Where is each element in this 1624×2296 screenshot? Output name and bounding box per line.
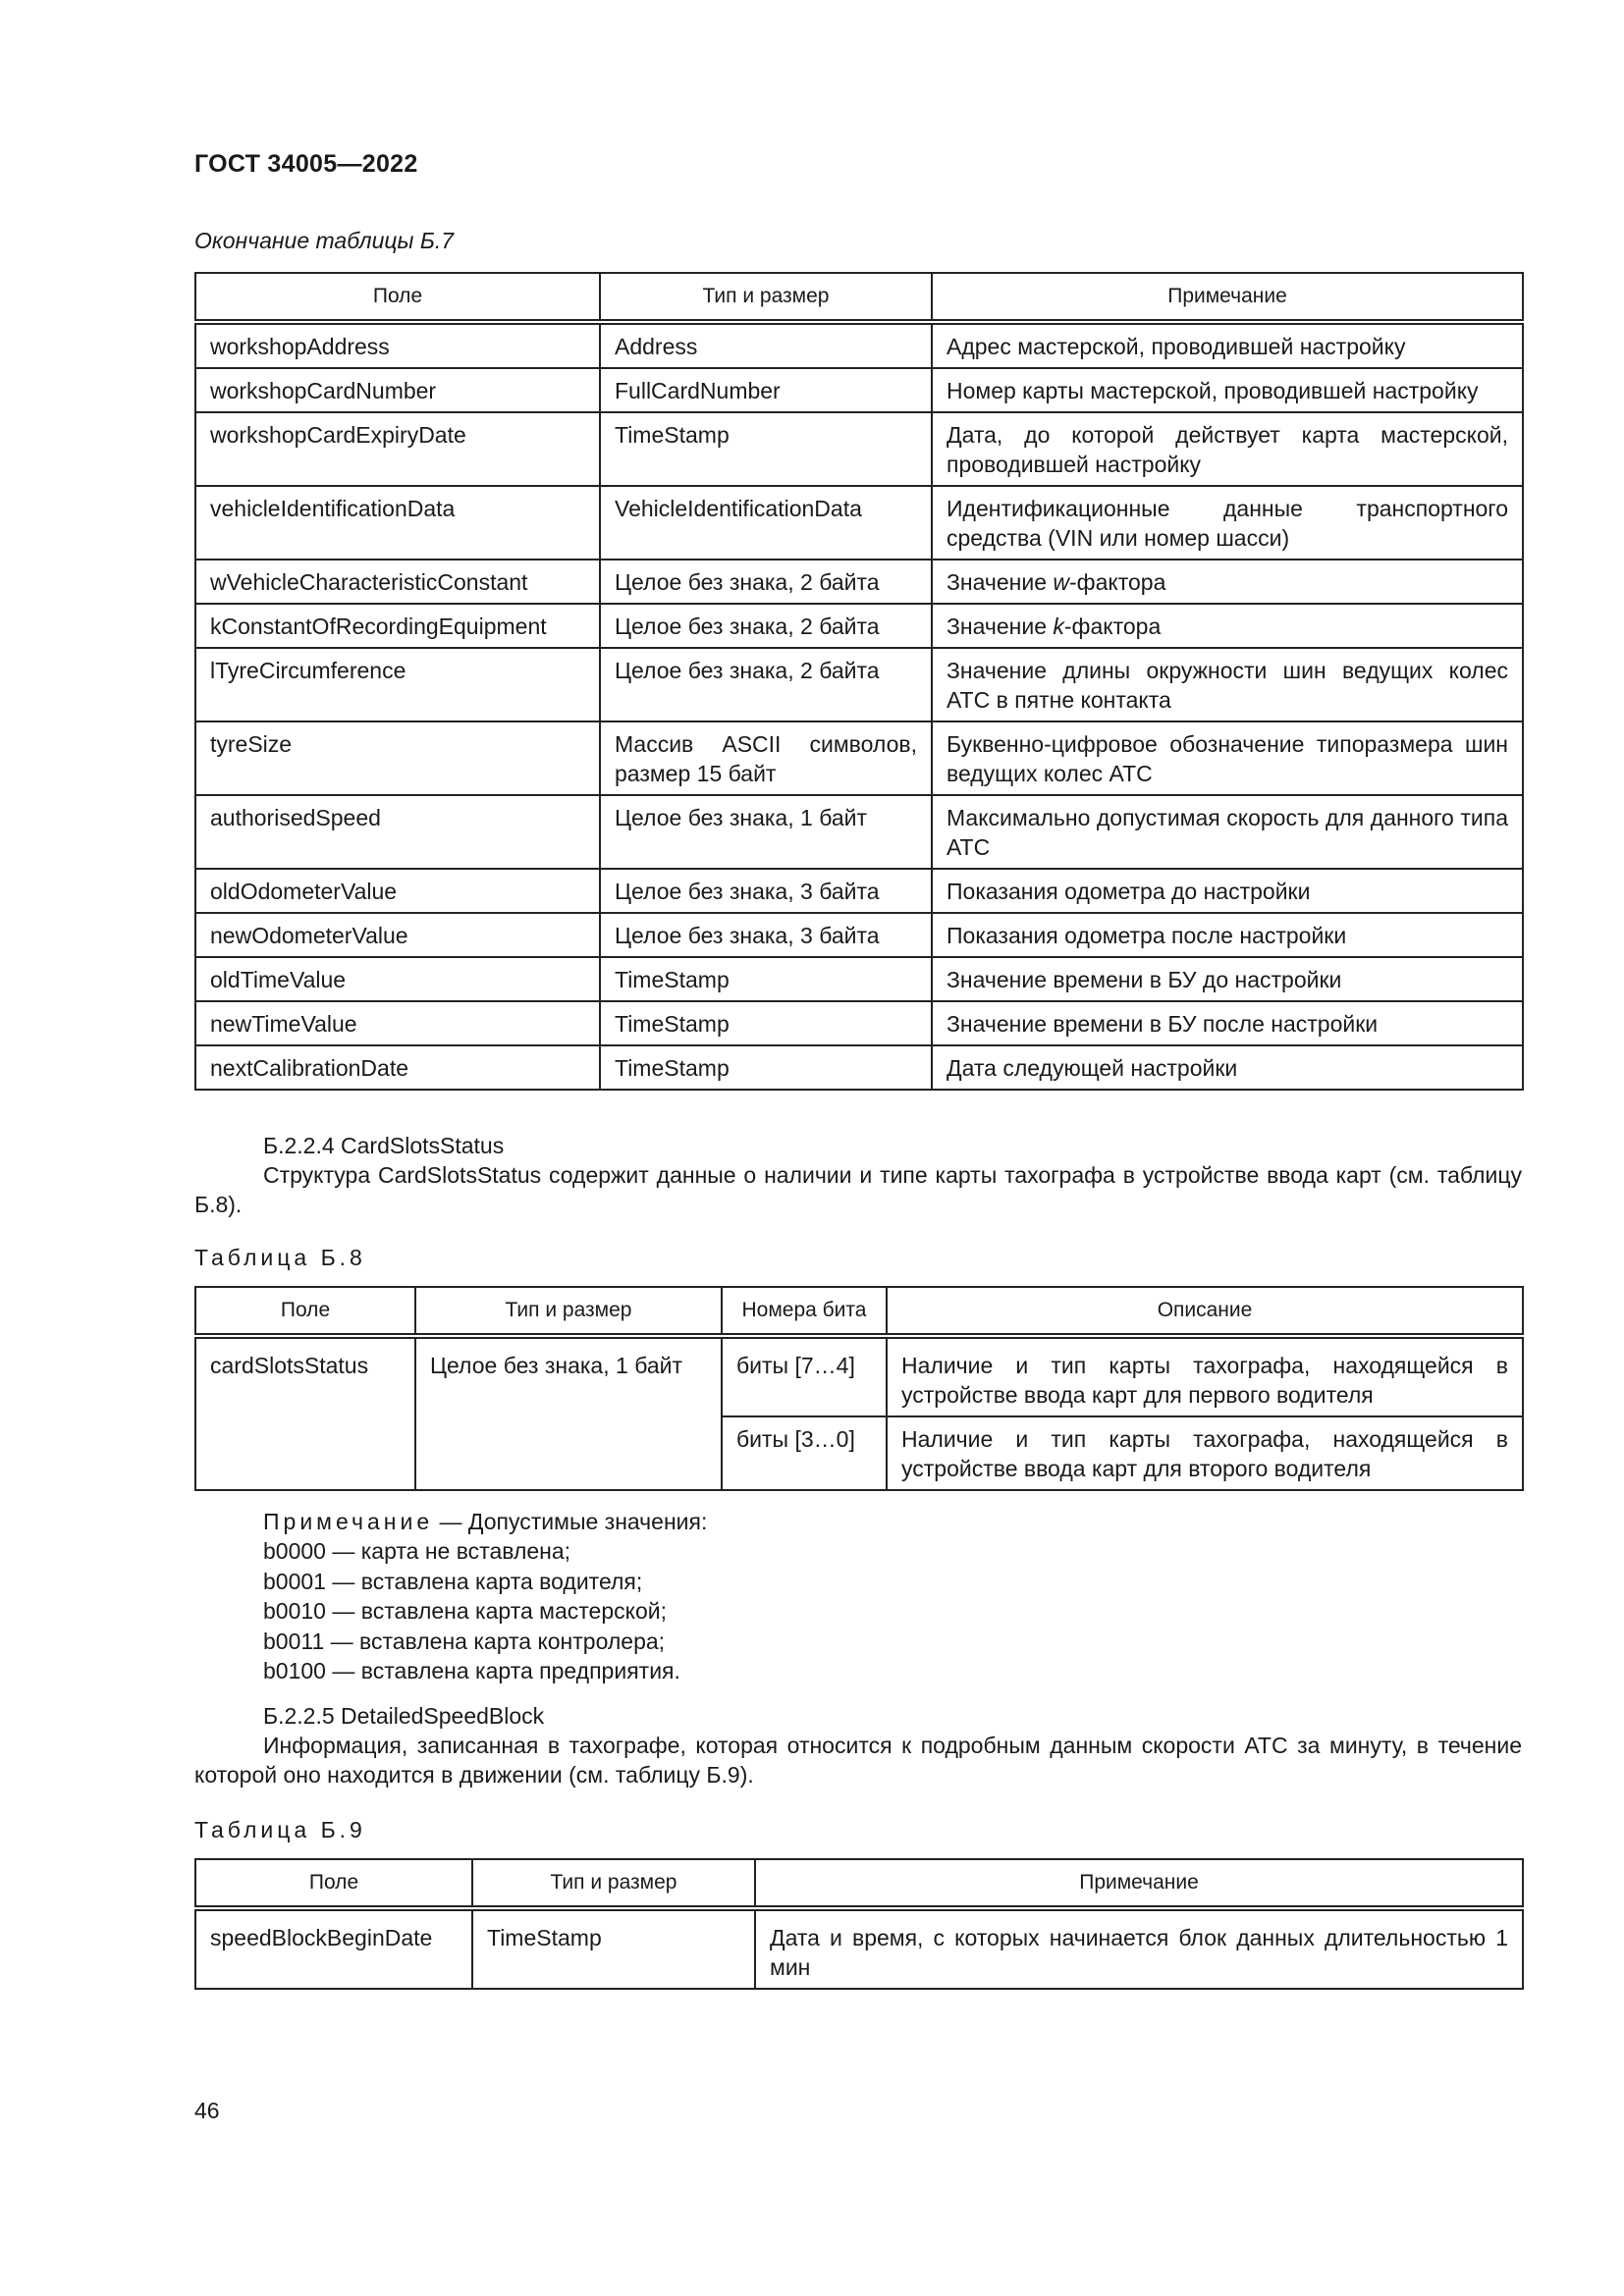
note-item: b0011 — вставлена карта контролера; — [263, 1629, 666, 1654]
table-b7 — [194, 272, 1524, 1091]
cell-type: Целое без знака, 2 байта — [600, 604, 932, 648]
cell-note: Значение k-фактора — [932, 604, 1523, 648]
cell-field: authorisedSpeed — [195, 795, 600, 869]
table-row — [195, 795, 1523, 869]
cell-field: cardSlotsStatus — [195, 1336, 415, 1490]
cell-field: oldTimeValue — [195, 957, 600, 1001]
cell-description: Наличие и тип карты тахографа, находящейся в устройстве ввода карт для первого водителя — [887, 1336, 1523, 1416]
cell-note: Идентификационные данные транспортного средства (VIN или номер шасси) — [932, 486, 1523, 560]
cell-description: Наличие и тип карты тахографа, находящейся в устройстве ввода карт для второго водителя — [887, 1416, 1523, 1490]
cell-field: newTimeValue — [195, 1001, 600, 1045]
cell-field: nextCalibrationDate — [195, 1045, 600, 1090]
table-header-row — [195, 1287, 1523, 1336]
cell-type: Целое без знака, 3 байта — [600, 913, 932, 957]
cell-field: lTyreCircumference — [195, 648, 600, 721]
cell-note: Адрес мастерской, проводившей настройку — [932, 322, 1523, 368]
cell-field: workshopAddress — [195, 322, 600, 368]
cell-note: Значение w-фактора — [932, 560, 1523, 604]
cell-type: Целое без знака, 2 байта — [600, 560, 932, 604]
table-continuation-caption: Окончание таблицы Б.7 — [194, 228, 455, 253]
cell-type: TimeStamp — [600, 412, 932, 486]
table-row — [195, 368, 1523, 412]
cell-field: newOdometerValue — [195, 913, 600, 957]
cell-note: Дата следующей настройки — [932, 1045, 1523, 1090]
cell-note: Показания одометра после настройки — [932, 913, 1523, 957]
cell-type: TimeStamp — [600, 1045, 932, 1090]
cell-field: kConstantOfRecordingEquipment — [195, 604, 600, 648]
cell-type: Целое без знака, 3 байта — [600, 869, 932, 913]
section-text-b224: Структура CardSlotsStatus содержит данные о наличии и типе карты тахографа в устройстве ввода карт (см. таблицу Б.8). — [194, 1162, 1522, 1217]
table-row — [195, 721, 1523, 795]
cell-note: Значение времени в БУ после настройки — [932, 1001, 1523, 1045]
note-label: Примечание — [263, 1509, 434, 1534]
cell-type: TimeStamp — [600, 1001, 932, 1045]
table-row — [195, 486, 1523, 560]
table-row — [195, 869, 1523, 913]
header-note: Примечание — [755, 1859, 1523, 1908]
cell-type: Целое без знака, 1 байт — [600, 795, 932, 869]
section-text-b225: Информация, записанная в тахографе, которая относится к подробным данным скорости АТС за минуту, в течение которой оно находится в движении (см. таблицу Б.9). — [194, 1733, 1522, 1788]
cell-type: Address — [600, 322, 932, 368]
note-item: b0010 — вставлена карта мастерской; — [263, 1598, 667, 1624]
cell-note: Показания одометра до настройки — [932, 869, 1523, 913]
cell-type: VehicleIdentificationData — [600, 486, 932, 560]
cell-type: FullCardNumber — [600, 368, 932, 412]
cell-field: workshopCardExpiryDate — [195, 412, 600, 486]
table-row — [195, 1045, 1523, 1090]
note-intro-line — [263, 1507, 707, 1536]
section-heading-b225: Б.2.2.5 DetailedSpeedBlock — [263, 1703, 545, 1729]
cell-type: TimeStamp — [472, 1908, 755, 1989]
cell-type: Массив ASCII символов, размер 15 байт — [600, 721, 932, 795]
table-row — [195, 604, 1523, 648]
table-b9-caption: Таблица Б.9 — [194, 1817, 366, 1842]
header-bits: Номера бита — [722, 1287, 887, 1336]
note-item: b0001 — вставлена карта водителя; — [263, 1569, 643, 1594]
header-type: Тип и размер — [472, 1859, 755, 1908]
cell-note: Буквенно-цифровое обозначение типоразмера шин ведущих колес АТС — [932, 721, 1523, 795]
cell-type: TimeStamp — [600, 957, 932, 1001]
cell-field: oldOdometerValue — [195, 869, 600, 913]
header-description: Описание — [887, 1287, 1523, 1336]
table-row — [195, 1908, 1523, 1989]
cell-field: tyreSize — [195, 721, 600, 795]
cell-note: Значение времени в БУ до настройки — [932, 957, 1523, 1001]
table-b8-caption: Таблица Б.8 — [194, 1245, 366, 1270]
page-header: ГОСТ 34005—2022 — [194, 150, 418, 178]
cell-field: vehicleIdentificationData — [195, 486, 600, 560]
table-row — [195, 913, 1523, 957]
table-header-row — [195, 1859, 1523, 1908]
table-row — [195, 1336, 1523, 1416]
cell-bits: биты [3…0] — [722, 1416, 887, 1490]
header-field: Поле — [195, 273, 600, 322]
header-note: Примечание — [932, 273, 1523, 322]
cell-field: wVehicleCharacteristicConstant — [195, 560, 600, 604]
cell-type: Целое без знака, 2 байта — [600, 648, 932, 721]
cell-note: Значение длины окружности шин ведущих колес АТС в пятне контакта — [932, 648, 1523, 721]
cell-bits: биты [7…4] — [722, 1336, 887, 1416]
table-b9 — [194, 1858, 1524, 1990]
table-row — [195, 560, 1523, 604]
cell-type: Целое без знака, 1 байт — [415, 1336, 722, 1490]
note-intro: — Допустимые значения: — [439, 1509, 708, 1534]
table-row — [195, 957, 1523, 1001]
table-row — [195, 412, 1523, 486]
table-b8 — [194, 1286, 1524, 1491]
note-item: b0100 — вставлена карта предприятия. — [263, 1658, 680, 1683]
header-type: Тип и размер — [600, 273, 932, 322]
cell-note: Дата и время, с которых начинается блок данных длительностью 1 мин — [755, 1908, 1523, 1989]
cell-note: Максимально допустимая скорость для данного типа АТС — [932, 795, 1523, 869]
header-field: Поле — [195, 1287, 415, 1336]
section-heading-b224: Б.2.2.4 CardSlotsStatus — [263, 1133, 505, 1158]
header-type: Тип и размер — [415, 1287, 722, 1336]
cell-note: Номер карты мастерской, проводившей настройку — [932, 368, 1523, 412]
table-row — [195, 648, 1523, 721]
page-number: 46 — [194, 2098, 220, 2123]
cell-field: workshopCardNumber — [195, 368, 600, 412]
table-header-row — [195, 273, 1523, 322]
table-row — [195, 322, 1523, 368]
table-row — [195, 1001, 1523, 1045]
cell-field: speedBlockBeginDate — [195, 1908, 472, 1989]
cell-note: Дата, до которой действует карта мастерской, проводившей настройку — [932, 412, 1523, 486]
header-field: Поле — [195, 1859, 472, 1908]
note-item: b0000 — карта не вставлена; — [263, 1538, 571, 1564]
